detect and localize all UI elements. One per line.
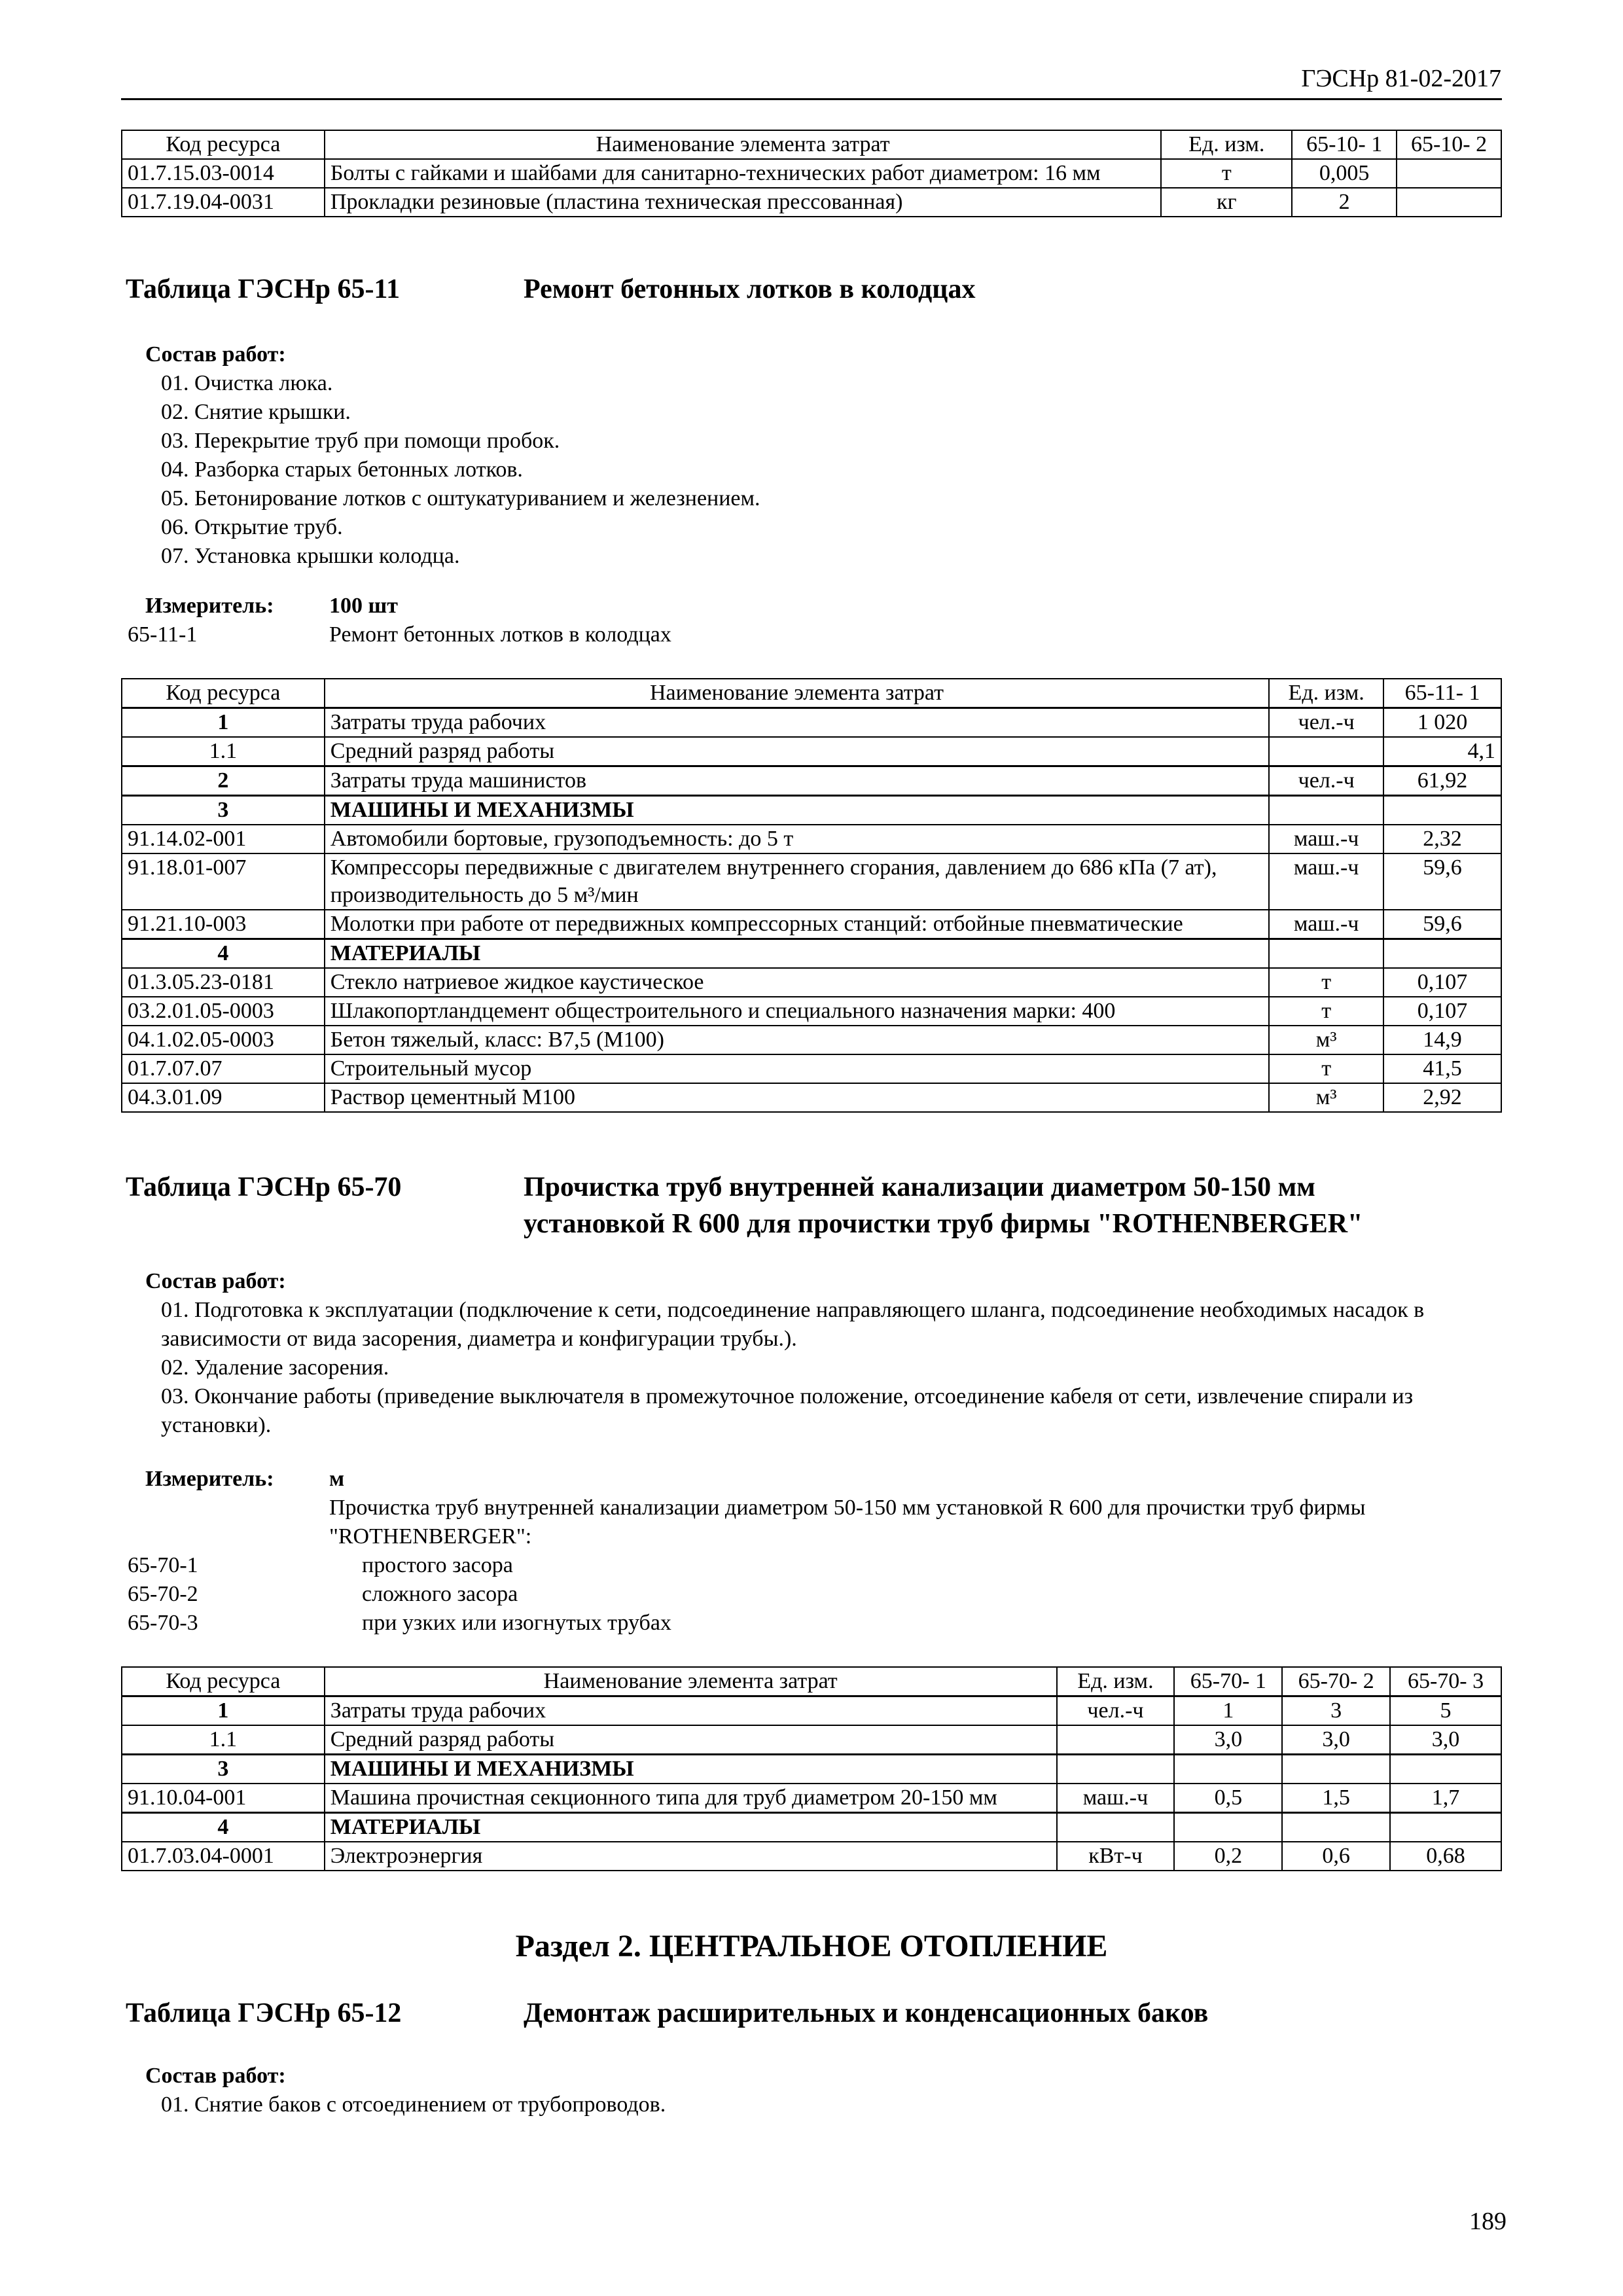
cell-value: 3,0	[1390, 1725, 1501, 1755]
norm-name: простого засора	[362, 1553, 513, 1577]
cell-value	[1397, 188, 1501, 217]
cell-value: 0,68	[1390, 1842, 1501, 1871]
cell-value: 14,9	[1383, 1026, 1501, 1054]
cell-code: 1.1	[122, 737, 325, 766]
cell-name: Электроэнергия	[325, 1842, 1057, 1871]
norm-code: 65-11-1	[128, 622, 198, 647]
table-label-65-70: Таблица ГЭСНр 65-70	[126, 1172, 402, 1202]
table-row	[122, 1054, 1501, 1083]
cell-name: МАТЕРИАЛЫ	[325, 1813, 1057, 1842]
composition-label: Состав работ:	[145, 2064, 286, 2088]
table-row	[122, 1026, 1501, 1054]
table-label-65-11: Таблица ГЭСНр 65-11	[126, 274, 401, 304]
cell-unit	[1057, 1725, 1175, 1755]
cell-value	[1390, 1813, 1501, 1842]
cell-unit: кВт-ч	[1057, 1842, 1175, 1871]
cell-code: 01.7.03.04-0001	[122, 1842, 325, 1871]
table-row	[122, 1784, 1501, 1813]
cell-name: Стекло натриевое жидкое каустическое	[325, 968, 1269, 997]
table-title-line-2: установкой R 600 для прочистки труб фирмы "ROTHENBERGER"	[524, 1209, 1363, 1239]
cell-code: 04.3.01.09	[122, 1083, 325, 1112]
table-row	[122, 939, 1501, 969]
cell-name: Бетон тяжелый, класс: В7,5 (М100)	[325, 1026, 1269, 1054]
table-row	[122, 1083, 1501, 1112]
cell-code: 01.7.19.04-0031	[122, 188, 325, 217]
cell-value	[1282, 1813, 1390, 1842]
composition-item: 03. Окончание работы (приведение выключателя в промежуточное положение, отсоединение кабеля от сети, извлечение спирали из установки).	[161, 1384, 1414, 1437]
cell-value	[1383, 796, 1501, 825]
cell-value: 2,92	[1383, 1083, 1501, 1112]
cell-value: 4,1	[1383, 737, 1501, 766]
meter-label: Измеритель:	[145, 594, 274, 618]
cell-value: 0,107	[1383, 997, 1501, 1026]
cell-value: 59,6	[1383, 910, 1501, 939]
cell-code: 2	[122, 766, 325, 796]
cell-code: 01.7.15.03-0014	[122, 159, 325, 188]
table-row	[122, 708, 1501, 738]
table-title-line-1: Прочистка труб внутренней канализации диаметром 50-150 мм	[524, 1172, 1315, 1202]
cell-value: 1	[1174, 1696, 1282, 1726]
cell-value: 3,0	[1174, 1725, 1282, 1755]
table-row	[122, 1696, 1501, 1726]
cell-unit: чел.-ч	[1269, 766, 1383, 796]
col-header-code: Код ресурса	[122, 1667, 325, 1696]
col-header-norm-1: 65-10- 1	[1292, 130, 1397, 159]
cell-name: Болты с гайками и шайбами для санитарно-технических работ диаметром: 16 мм	[325, 159, 1162, 188]
composition-label: Состав работ:	[145, 1269, 286, 1293]
col-header-norm-3: 65-70- 3	[1390, 1667, 1501, 1696]
cell-unit: чел.-ч	[1269, 708, 1383, 738]
composition-item: 02. Удаление засорения.	[161, 1355, 389, 1380]
cell-value: 1 020	[1383, 708, 1501, 738]
cell-value: 0,2	[1174, 1842, 1282, 1871]
norm-code: 65-70-2	[128, 1582, 198, 1606]
meter-value: 100 шт	[329, 594, 398, 618]
col-header-name: Наименование элемента затрат	[325, 679, 1269, 708]
page-number: 189	[1469, 2208, 1507, 2235]
cell-value: 0,005	[1292, 159, 1397, 188]
cell-value: 0,107	[1383, 968, 1501, 997]
cell-value	[1174, 1755, 1282, 1784]
table-label-65-12: Таблица ГЭСНр 65-12	[126, 1998, 402, 2028]
table-65-70	[121, 1666, 1502, 1871]
col-header-norm-2: 65-70- 2	[1282, 1667, 1390, 1696]
norm-name: Ремонт бетонных лотков в колодцах	[329, 622, 671, 647]
cell-name: Затраты труда рабочих	[325, 708, 1269, 738]
cell-name: Затраты труда машинистов	[325, 766, 1269, 796]
composition-item: 02. Снятие крышки.	[161, 400, 351, 424]
table-row	[122, 1755, 1501, 1784]
composition-item: 01. Очистка люка.	[161, 371, 333, 395]
table-row	[122, 159, 1501, 188]
cell-name: Прокладки резиновые (пластина техническая прессованная)	[325, 188, 1162, 217]
meter-label: Измеритель:	[145, 1467, 274, 1491]
cell-value: 5	[1390, 1696, 1501, 1726]
cell-name: МАШИНЫ И МЕХАНИЗМЫ	[325, 796, 1269, 825]
composition-item: 05. Бетонирование лотков с оштукатуриванием и железнением.	[161, 486, 760, 511]
cell-value	[1390, 1755, 1501, 1784]
cell-code: 91.21.10-003	[122, 910, 325, 939]
table-row	[122, 853, 1501, 910]
cell-value: 2,32	[1383, 825, 1501, 853]
cell-unit	[1057, 1813, 1175, 1842]
composition-65-12	[145, 2062, 666, 2119]
col-header-norm-1: 65-70- 1	[1174, 1667, 1282, 1696]
table-title-65-11: Ремонт бетонных лотков в колодцах	[524, 274, 976, 304]
cell-code: 01.3.05.23-0181	[122, 968, 325, 997]
norm-code: 65-70-1	[128, 1553, 198, 1577]
table-row	[122, 825, 1501, 853]
cell-code: 1	[122, 708, 325, 738]
cell-unit: маш.-ч	[1269, 825, 1383, 853]
table-title-65-70	[524, 1169, 1363, 1242]
document-code-header: ГЭСНр 81-02-2017	[1301, 65, 1501, 92]
cell-unit: маш.-ч	[1269, 910, 1383, 939]
cell-value: 0,6	[1282, 1842, 1390, 1871]
table-row	[122, 910, 1501, 939]
composition-item: 01. Подготовка к эксплуатации (подключение к сети, подсоединение направляющего шланга, подсоединение необходимых насадок в зависимости от вида засорения, диаметра и конфигурации трубы.).	[161, 1298, 1425, 1351]
cell-unit: чел.-ч	[1057, 1696, 1175, 1726]
cell-name: МАТЕРИАЛЫ	[325, 939, 1269, 969]
cell-value: 3	[1282, 1696, 1390, 1726]
cell-unit: кг	[1161, 188, 1292, 217]
composition-65-11	[145, 340, 760, 571]
cell-code: 1.1	[122, 1725, 325, 1755]
table-header-row	[122, 130, 1501, 159]
cell-unit: т	[1161, 159, 1292, 188]
composition-item: 01. Снятие баков с отсоединением от трубопроводов.	[161, 2092, 666, 2117]
cell-unit	[1269, 737, 1383, 766]
cell-name: Средний разряд работы	[325, 1725, 1057, 1755]
table-header-row	[122, 679, 1501, 708]
norm-name: сложного засора	[362, 1582, 518, 1606]
cell-name: Молотки при работе от передвижных компрессорных станций: отбойные пневматические	[325, 910, 1269, 939]
cell-value: 0,5	[1174, 1784, 1282, 1813]
col-header-norm-1: 65-11- 1	[1383, 679, 1501, 708]
composition-label: Состав работ:	[145, 342, 286, 367]
cell-value: 59,6	[1383, 853, 1501, 910]
table-header-row	[122, 1667, 1501, 1696]
norm-code: 65-70-3	[128, 1611, 198, 1635]
table-title-65-12: Демонтаж расширительных и конденсационных баков	[524, 1998, 1209, 2028]
norm-name: при узких или изогнутых трубах	[362, 1611, 671, 1635]
cell-name: Раствор цементный М100	[325, 1083, 1269, 1112]
table-row	[122, 737, 1501, 766]
section-title: Раздел 2. ЦЕНТРАЛЬНОЕ ОТОПЛЕНИЕ	[515, 1929, 1108, 1964]
col-header-unit: Ед. изм.	[1269, 679, 1383, 708]
cell-code: 3	[122, 796, 325, 825]
table-row	[122, 997, 1501, 1026]
cell-value	[1397, 159, 1501, 188]
cell-unit: маш.-ч	[1057, 1784, 1175, 1813]
cell-unit	[1269, 796, 1383, 825]
cell-name: Шлакопортландцемент общестроительного и специального назначения марки: 400	[325, 997, 1269, 1026]
col-header-norm-2: 65-10- 2	[1397, 130, 1501, 159]
meter-value: м	[329, 1467, 345, 1491]
cell-unit	[1057, 1755, 1175, 1784]
cell-value	[1383, 939, 1501, 969]
table-row	[122, 968, 1501, 997]
cell-code: 91.14.02-001	[122, 825, 325, 853]
cell-unit: т	[1269, 1054, 1383, 1083]
table-row	[122, 1842, 1501, 1871]
col-header-name: Наименование элемента затрат	[325, 1667, 1057, 1696]
cell-name: Строительный мусор	[325, 1054, 1269, 1083]
header-divider	[121, 98, 1502, 100]
cell-value: 1,7	[1390, 1784, 1501, 1813]
cell-code: 4	[122, 1813, 325, 1842]
cell-code: 4	[122, 939, 325, 969]
composition-item: 06. Открытие труб.	[161, 515, 343, 539]
cell-value: 2	[1292, 188, 1397, 217]
cell-value: 41,5	[1383, 1054, 1501, 1083]
cell-value: 3,0	[1282, 1725, 1390, 1755]
table-row	[122, 766, 1501, 796]
cell-code: 1	[122, 1696, 325, 1726]
cell-value	[1282, 1755, 1390, 1784]
table-row	[122, 1725, 1501, 1755]
cell-unit: т	[1269, 997, 1383, 1026]
cell-name: Средний разряд работы	[325, 737, 1269, 766]
meter-description: Прочистка труб внутренней канализации диаметром 50-150 мм установкой R 600 для прочистки труб фирмы "ROTHENBERGER":	[329, 1496, 1366, 1549]
col-header-code: Код ресурса	[122, 679, 325, 708]
col-header-name: Наименование элемента затрат	[325, 130, 1162, 159]
col-header-unit: Ед. изм.	[1057, 1667, 1175, 1696]
cell-code: 3	[122, 1755, 325, 1784]
table-65-11	[121, 678, 1502, 1113]
cell-code: 03.2.01.05-0003	[122, 997, 325, 1026]
cell-name: Компрессоры передвижные с двигателем внутреннего сгорания, давлением до 686 кПа (7 ат), производительность до 5 м³/мин	[325, 853, 1269, 910]
col-header-unit: Ед. изм.	[1161, 130, 1292, 159]
cell-code: 01.7.07.07	[122, 1054, 325, 1083]
cell-unit: маш.-ч	[1269, 853, 1383, 910]
composition-item: 07. Установка крышки колодца.	[161, 544, 460, 568]
cell-unit	[1269, 939, 1383, 969]
table-row	[122, 796, 1501, 825]
cell-unit: м³	[1269, 1026, 1383, 1054]
col-header-code: Код ресурса	[122, 130, 325, 159]
composition-65-70	[145, 1267, 1493, 1440]
composition-item: 03. Перекрытие труб при помощи пробок.	[161, 429, 560, 453]
cell-code: 91.18.01-007	[122, 853, 325, 910]
cell-name: Автомобили бортовые, грузоподъемность: до 5 т	[325, 825, 1269, 853]
cell-unit: м³	[1269, 1083, 1383, 1112]
cell-value: 61,92	[1383, 766, 1501, 796]
cell-value	[1174, 1813, 1282, 1842]
cell-unit: т	[1269, 968, 1383, 997]
cell-value: 1,5	[1282, 1784, 1390, 1813]
cell-name: МАШИНЫ И МЕХАНИЗМЫ	[325, 1755, 1057, 1784]
table-row	[122, 1813, 1501, 1842]
composition-item: 04. Разборка старых бетонных лотков.	[161, 457, 523, 482]
table-65-10-continuation	[121, 130, 1502, 217]
cell-name: Машина прочистная секционного типа для труб диаметром 20-150 мм	[325, 1784, 1057, 1813]
cell-code: 91.10.04-001	[122, 1784, 325, 1813]
cell-name: Затраты труда рабочих	[325, 1696, 1057, 1726]
table-row	[122, 188, 1501, 217]
cell-code: 04.1.02.05-0003	[122, 1026, 325, 1054]
